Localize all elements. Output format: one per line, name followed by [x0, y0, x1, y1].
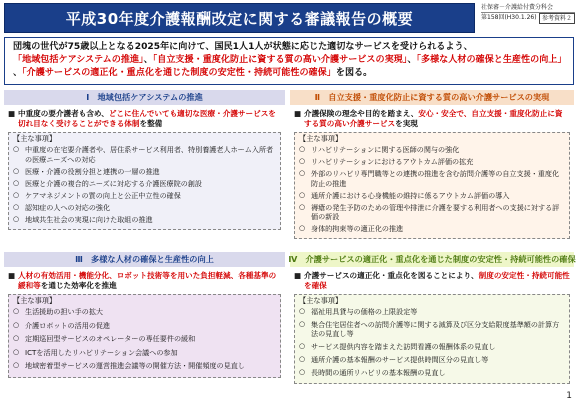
main-items-box	[294, 294, 570, 384]
page-title: 平成30年度介護報酬改定に関する審議報告の概要	[65, 9, 414, 28]
main-items-list	[13, 145, 276, 224]
list-item-text: サービス提供内容を踏まえた訪問看護の報酬体系の見直し	[311, 342, 496, 352]
intro-theme-1: 「地域包括ケアシステムの推進」	[13, 55, 144, 65]
main-items-list	[13, 307, 276, 371]
main-items-list	[299, 145, 565, 234]
summary-text	[304, 271, 570, 291]
summary-tail: を実現	[395, 119, 418, 128]
quadrant-title	[290, 252, 574, 267]
list-item-text: 認知症の人への対応の強化	[25, 202, 111, 212]
list-item-text: 福祉用具貸与の価格の上限設定等	[311, 307, 418, 316]
list-item-text: 中重度の在宅要介護者や、居住系サービス利用者、特別養護老人ホーム入所者の医療ニーズへの対応	[25, 145, 274, 164]
quadrant-title-text: Ⅲ 多様な人材の確保と生産性の向上	[75, 254, 214, 264]
quadrant-system-sustainability	[290, 252, 574, 404]
list-item-text: 長時間の通所リハビリの基本報酬の見直し	[311, 367, 446, 377]
quadrant-title-text: Ⅳ 介護サービスの適正化・重点化を通じた制度の安定性・持続可能性の確保	[288, 254, 576, 264]
list-item	[13, 307, 276, 317]
quadrant-title-text: Ⅰ 地域包括ケアシステムの推進	[86, 92, 203, 102]
document-meta	[481, 3, 575, 24]
main-items-label: 【主な事項】	[13, 134, 57, 143]
list-item	[13, 215, 276, 225]
list-item-text: ICTを活用したリハビリテーション会議への参加	[25, 347, 178, 357]
circle-bullet-icon: ○	[13, 145, 20, 153]
circle-bullet-icon: ○	[299, 367, 306, 376]
circle-bullet-icon: ○	[299, 342, 306, 351]
main-items-label: 【主な事項】	[299, 296, 343, 305]
list-item	[299, 169, 565, 188]
list-item	[13, 203, 276, 213]
circle-bullet-icon: ○	[13, 347, 20, 356]
list-item-text: 褥瘡の発生予防のための管理や排泄に介護を要する利用者への支援に対する評価の新設	[311, 202, 560, 222]
list-item-text: 通所介護の基本報酬のサービス提供時間区分の見直し等	[311, 354, 489, 364]
intro-line-1	[13, 41, 565, 54]
quadrant-community-care	[4, 90, 285, 248]
meta-row	[481, 13, 575, 24]
list-item	[299, 342, 565, 352]
summary-plain: 中重度の要介護者も含め、	[18, 109, 109, 118]
list-item	[299, 157, 565, 167]
meta-material: 参考資料２	[539, 13, 575, 24]
list-item-text: 地域密着型サービスの運営推進会議等の開催方法・開催頻度の見直し	[25, 361, 245, 371]
list-item	[299, 145, 565, 155]
list-item	[299, 224, 565, 234]
circle-bullet-icon: ○	[13, 178, 20, 187]
summary-plain: 介護サービスの適正化・重点化を図ることにより、	[304, 271, 479, 280]
list-item	[13, 191, 276, 201]
list-item	[13, 167, 276, 177]
quadrant-title	[290, 90, 574, 105]
list-item	[13, 361, 276, 371]
list-item	[13, 348, 276, 358]
main-items-box	[8, 132, 281, 230]
summary-tail: を通じた効率化を推進	[40, 281, 117, 290]
circle-bullet-icon: ○	[299, 156, 306, 165]
square-bullet-icon: ■	[8, 109, 16, 118]
list-item	[299, 355, 565, 365]
summary-tail: を整備	[139, 119, 163, 128]
intro-theme-3: 「多様な人材の確保と生産性の向上」	[416, 55, 567, 65]
list-item-text: 地域共生社会の実現に向けた取組の推進	[25, 214, 153, 224]
meta-organization: 社保審－介護給付費分科会	[481, 3, 575, 13]
list-item	[299, 307, 565, 317]
quadrant-title	[4, 252, 285, 267]
intro-lead: 団塊の世代が75歳以上となる2025年に向けて、国民1人1人が状態に応じた適切なサービスを受けられるよう、	[13, 42, 473, 52]
circle-bullet-icon: ○	[13, 214, 20, 223]
list-item	[299, 320, 565, 339]
intro-box	[4, 37, 574, 85]
circle-bullet-icon: ○	[13, 307, 20, 315]
list-item-text: 介護ロボットの活用の促進	[25, 320, 111, 330]
circle-bullet-icon: ○	[299, 307, 306, 315]
list-item	[13, 179, 276, 189]
list-item-text: リハビリテーションに関する医師の関与の強化	[311, 145, 460, 154]
list-item	[299, 203, 565, 222]
quadrant-title	[4, 90, 285, 105]
list-item-text: 生活援助の担い手の拡大	[25, 307, 104, 316]
meta-meeting: 第158回(H30.1.26)	[481, 14, 537, 21]
circle-bullet-icon: ○	[299, 354, 306, 363]
list-item-text: リハビリテーションにおけるアウトカム評価の拡充	[311, 156, 474, 166]
quadrant-summary	[8, 271, 281, 291]
main-items-box	[8, 294, 281, 378]
list-item	[299, 368, 565, 378]
circle-bullet-icon: ○	[299, 190, 306, 199]
list-item-text: 医療と介護の複合的ニーズに対応する介護医療院の創設	[25, 178, 202, 188]
quadrant-summary	[8, 109, 281, 129]
list-item-text: ケアマネジメントの質の向上と公正中立性の確保	[25, 190, 181, 200]
intro-sep-3: 、	[13, 68, 23, 78]
list-item	[299, 191, 565, 201]
list-item-text: 通所介護における心身機能の維持に係るアウトカム評価の導入	[311, 190, 510, 200]
quadrant-title-text: Ⅱ 自立支援・重度化防止に資する質の高い介護サービスの実現	[314, 92, 550, 102]
circle-bullet-icon: ○	[13, 361, 20, 370]
circle-bullet-icon: ○	[299, 202, 306, 211]
summary-text	[18, 271, 281, 291]
main-items-box	[294, 132, 570, 239]
main-items-label: 【主な事項】	[299, 134, 343, 143]
circle-bullet-icon: ○	[299, 168, 306, 177]
intro-sep-2: 、	[407, 55, 417, 65]
intro-theme-2: 「自立支援・重度化防止に資する質の高い介護サービスの実現」	[152, 55, 408, 65]
list-item-text: 外部のリハビリ専門職等との連携の推進を含む訪問介護等の自立支援・重度化防止の推進	[311, 168, 560, 188]
main-items-label: 【主な事項】	[13, 296, 57, 305]
list-item-text: 集合住宅居住者への訪問介護等に関する減算及び区分支給限度基準額の計算方法の見直し等	[311, 319, 560, 339]
quadrant-workforce-productivity	[4, 252, 285, 404]
summary-highlight: どこに住んでいても適切な医療・介護サービスを切れ目なく受けることができる体制	[18, 109, 276, 128]
circle-bullet-icon: ○	[13, 166, 20, 175]
quadrant-summary	[294, 271, 570, 291]
list-item	[13, 334, 276, 344]
circle-bullet-icon: ○	[13, 190, 20, 199]
summary-highlight: 制度の安定性・持続可能性を確保	[304, 271, 570, 290]
intro-theme-4: 「介護サービスの適正化・重点化を通じた制度の安定性・持続可能性の確保」	[22, 68, 336, 78]
list-item	[13, 321, 276, 331]
intro-tail: を図る。	[335, 68, 373, 78]
list-item	[13, 145, 276, 164]
summary-plain: 介護保険の理念や目的を踏まえ、	[304, 109, 419, 118]
circle-bullet-icon: ○	[13, 334, 20, 343]
list-item-text: 身体的拘束等の適正化の推進	[311, 224, 404, 234]
square-bullet-icon: ■	[294, 109, 302, 118]
quadrant-summary	[294, 109, 570, 129]
page-title-banner	[4, 3, 475, 33]
circle-bullet-icon: ○	[299, 145, 306, 153]
summary-text	[304, 109, 570, 129]
page-number: 1	[566, 391, 572, 401]
intro-line-3	[13, 67, 565, 80]
summary-text	[18, 109, 281, 129]
summary-highlight: 人材の有効活用・機能分化、ロボット技術等を用いた負担軽減、各種基準の緩和等	[18, 271, 277, 290]
circle-bullet-icon: ○	[13, 202, 20, 211]
quadrant-quality-services	[290, 90, 574, 248]
list-item-text: 医療・介護の役割分担と連携の一層の推進	[25, 166, 160, 176]
circle-bullet-icon: ○	[299, 319, 306, 328]
circle-bullet-icon: ○	[299, 224, 306, 233]
square-bullet-icon: ■	[8, 271, 16, 280]
list-item-text: 定期巡回型サービスのオペレーターの専任要件の緩和	[25, 334, 196, 344]
intro-sep-1: 、	[143, 55, 153, 65]
intro-line-2	[13, 54, 565, 67]
main-items-list	[299, 307, 565, 377]
square-bullet-icon: ■	[294, 271, 302, 280]
summary-highlight: 安心・安全で、自立支援・重度化防止に資する質の高い介護サービス	[304, 109, 563, 128]
circle-bullet-icon: ○	[13, 320, 20, 329]
